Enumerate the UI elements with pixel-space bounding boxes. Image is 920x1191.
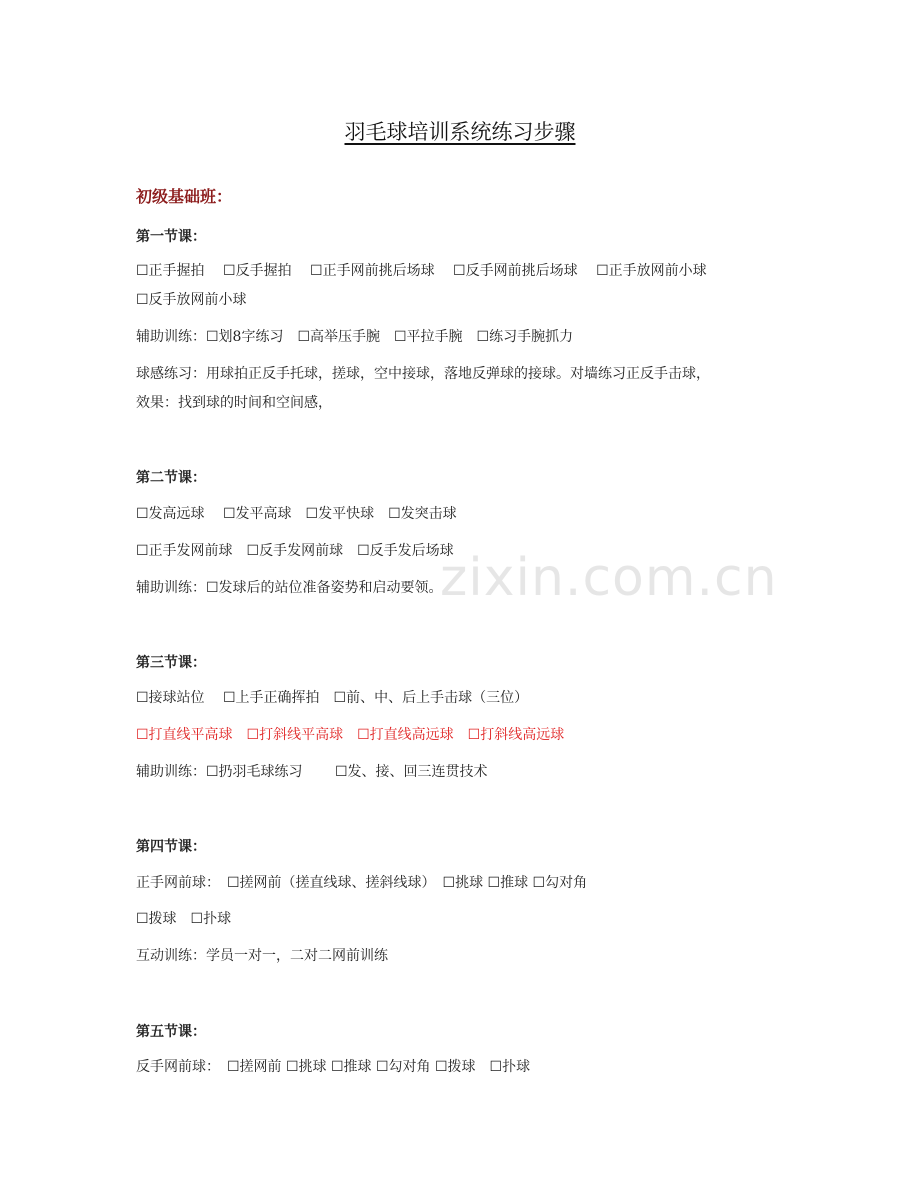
lesson-1-row-1: [136, 262, 786, 280]
lesson-1-row-2: [136, 291, 786, 309]
item: ☐正手放网前小球: [596, 263, 707, 279]
item: ☐正手网前挑后场球: [310, 263, 435, 279]
lesson-3-row-1: ☐接球站位 ☐上手正确挥拍 ☐前、中、后上手击球（三位）: [136, 690, 529, 706]
lesson-3-aux: 辅助训练：☐扔羽毛球练习 ☐发、接、回三连贯技术: [136, 764, 488, 780]
lesson-3-row-2: ☐打直线平高球 ☐打斜线平高球 ☐打直线高远球 ☐打斜线高远球: [136, 727, 565, 743]
lesson-2-aux: 辅助训练：☐发球后的站位准备姿势和启动要领。: [136, 580, 443, 596]
lesson-2-row-1: ☐发高远球 ☐发平高球 ☐发平快球 ☐发突击球: [136, 506, 457, 522]
item: ☐反手网前挑后场球: [453, 263, 578, 279]
lesson-2-heading: 第二节课：: [136, 470, 206, 486]
lesson-4-heading: 第四节课：: [136, 839, 206, 855]
lesson-4-row-2: ☐拨球 ☐扑球: [136, 911, 232, 927]
lesson-1-aux: 辅助训练：☐划8字练习 ☐高举压手腕 ☐平拉手腕 ☐练习手腕抓力: [136, 329, 574, 345]
lesson-1-heading: 第一节课：: [136, 229, 206, 245]
item: ☐反手握拍: [223, 263, 292, 279]
item: ☐正手握拍: [136, 263, 205, 279]
lesson-1-feel-line-1: 球感练习：用球拍正反手托球，搓球，空中接球，落地反弹球的接球。对墙练习正反手击球，: [136, 366, 710, 382]
lesson-2-row-2: ☐正手发网前球 ☐反手发网前球 ☐反手发后场球: [136, 543, 454, 559]
lesson-4-aux: 互动训练：学员一对一，二对二网前训练: [136, 948, 388, 964]
lesson-4-row-1: 正手网前球： ☐搓网前（搓直线球、搓斜线球） ☐挑球 ☐推球 ☐勾对角: [136, 875, 588, 891]
lesson-5-row-1: 反手网前球： ☐搓网前 ☐挑球 ☐推球 ☐勾对角 ☐拨球 ☐扑球: [136, 1059, 531, 1075]
lesson-3-heading: 第三节课：: [136, 655, 206, 671]
lesson-5-heading: 第五节课：: [136, 1024, 206, 1040]
watermark: zixin.com.cn: [440, 548, 778, 608]
page-title: 羽毛球培训系统练习步骤: [344, 120, 576, 144]
item: ☐反手放网前小球: [136, 292, 247, 308]
lesson-1-feel-line-2: 效果：找到球的时间和空间感，: [136, 395, 332, 411]
section-title: 初级基础班：: [136, 187, 233, 206]
